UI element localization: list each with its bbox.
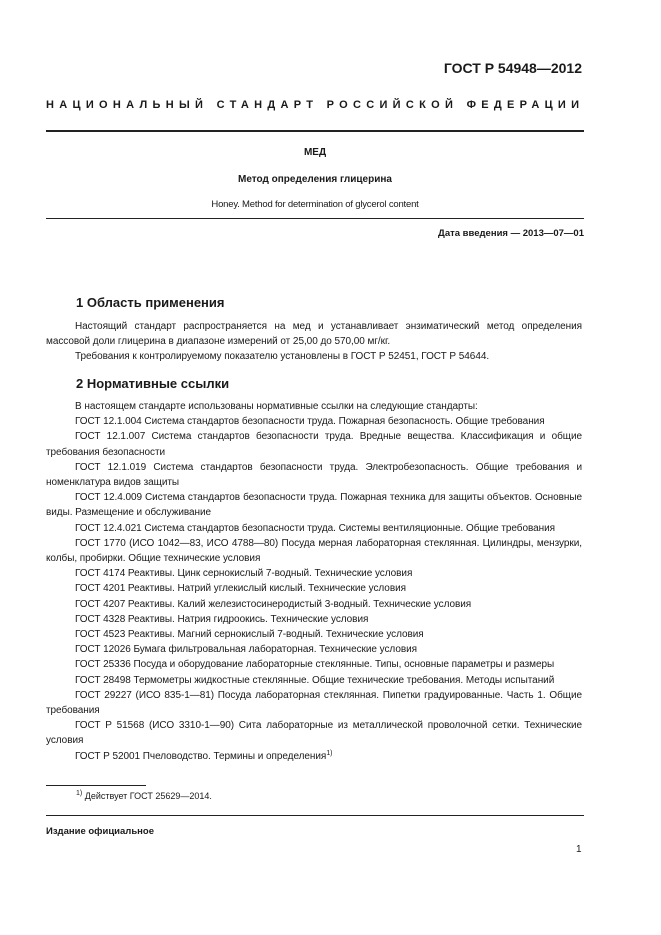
footnote <box>76 791 212 801</box>
reference-item: ГОСТ 12026 Бумага фильтровальная лабораторная. Технические условия <box>75 644 418 656</box>
edition-label: Издание официальное <box>46 826 154 837</box>
reference-item: ГОСТ 4174 Реактивы. Цинк сернокислый 7-водный. Технические условия <box>75 568 413 580</box>
section-1-body <box>46 319 582 365</box>
reference-item-last <box>46 749 582 764</box>
section-2-intro: В настоящем стандарте использованы нормативные ссылки на следующие стандарты: <box>75 401 478 412</box>
reference-item: ГОСТ 29227 (ИСО 835-1—81) Посуда лабораторная стеклянная. Пипетки градуированные. Часть 1. Общие требования <box>46 689 582 717</box>
reference-item: ГОСТ 4201 Реактивы. Натрий углекислый кислый. Технические условия <box>75 583 406 595</box>
reference-item: ГОСТ 12.1.007 Система стандартов безопасности труда. Вредные вещества. Классификация и общие требования безопасности <box>46 431 582 458</box>
header-divider <box>46 130 584 132</box>
section-1-paragraph: Настоящий стандарт распространяется на мед и устанавливает энзиматический метод определения массовой доли глицерина в диапазоне измерений от 25,00 до 570,00 мг/кг. <box>46 321 582 348</box>
reference-item: ГОСТ 4523 Реактивы. Магний сернокислый 7-водный. Технические условия <box>75 629 424 641</box>
english-title: Honey. Method for determination of glycerol content <box>211 199 419 210</box>
footnote-marker: 1) <box>326 749 333 757</box>
footnote-text: Действует ГОСТ 25629—2014. <box>82 791 212 801</box>
reference-item: ГОСТ 4207 Реактивы. Калий железистосинеродистый 3-водный. Технические условия <box>75 598 472 610</box>
reference-item: ГОСТ 1770 (ИСО 1042—83, ИСО 4788—80) Посуда мерная лабораторная стеклянная. Цилиндры, мензурки, колбы, пробирки. Общие технические условия <box>46 537 582 565</box>
reference-item: ГОСТ 12.1.004 Система стандартов безопасности труда. Пожарная безопасность. Общие требования <box>75 416 545 428</box>
reference-item: ГОСТ 12.1.019 Система стандартов безопасности труда. Электробезопасность. Общие требования и номенклатура видов защиты <box>46 461 582 489</box>
introduction-date: Дата введения — 2013—07—01 <box>438 228 584 239</box>
national-standard-banner: НАЦИОНАЛЬНЫЙ СТАНДАРТ РОССИЙСКОЙ ФЕДЕРАЦИИ <box>46 99 585 111</box>
document-code: ГОСТ Р 54948—2012 <box>443 60 582 76</box>
section-1-heading: 1 Область применения <box>76 295 225 310</box>
page-number: 1 <box>576 844 582 855</box>
reference-item: ГОСТ 28498 Термометры жидкостные стеклянные. Общие технические требования. Методы испытаний <box>75 674 555 686</box>
section-2-heading: 2 Нормативные ссылки <box>76 376 230 391</box>
reference-text: ГОСТ Р 52001 Пчеловодство. Термины и определения <box>75 750 327 762</box>
section-2-body <box>46 399 582 764</box>
document-subtitle: Метод определения глицерина <box>238 174 392 185</box>
footnote-number: 1) <box>76 790 83 797</box>
document-title: МЕД <box>303 147 327 158</box>
footnote-divider <box>46 785 146 786</box>
reference-item: ГОСТ 4328 Реактивы. Натрия гидроокись. Технические условия <box>75 613 369 625</box>
reference-item: ГОСТ 12.4.009 Система стандартов безопасности труда. Пожарная техника для защиты объектов. Основные виды. Размещение и обслуживание <box>46 492 582 519</box>
title-divider <box>46 218 584 219</box>
reference-item: ГОСТ 25336 Посуда и оборудование лабораторные стеклянные. Типы, основные параметры и размеры <box>75 659 555 671</box>
footer-divider <box>46 815 584 816</box>
section-1-paragraph: Требования к контролируемому показателю установлены в ГОСТ Р 52451, ГОСТ Р 54644. <box>75 351 490 363</box>
reference-item: ГОСТ Р 51568 (ИСО 3310-1—90) Сита лабораторные из металлической проволочной сетки. Технические условия <box>46 720 582 747</box>
reference-item: ГОСТ 12.4.021 Система стандартов безопасности труда. Системы вентиляционные. Общие требования <box>75 522 555 534</box>
